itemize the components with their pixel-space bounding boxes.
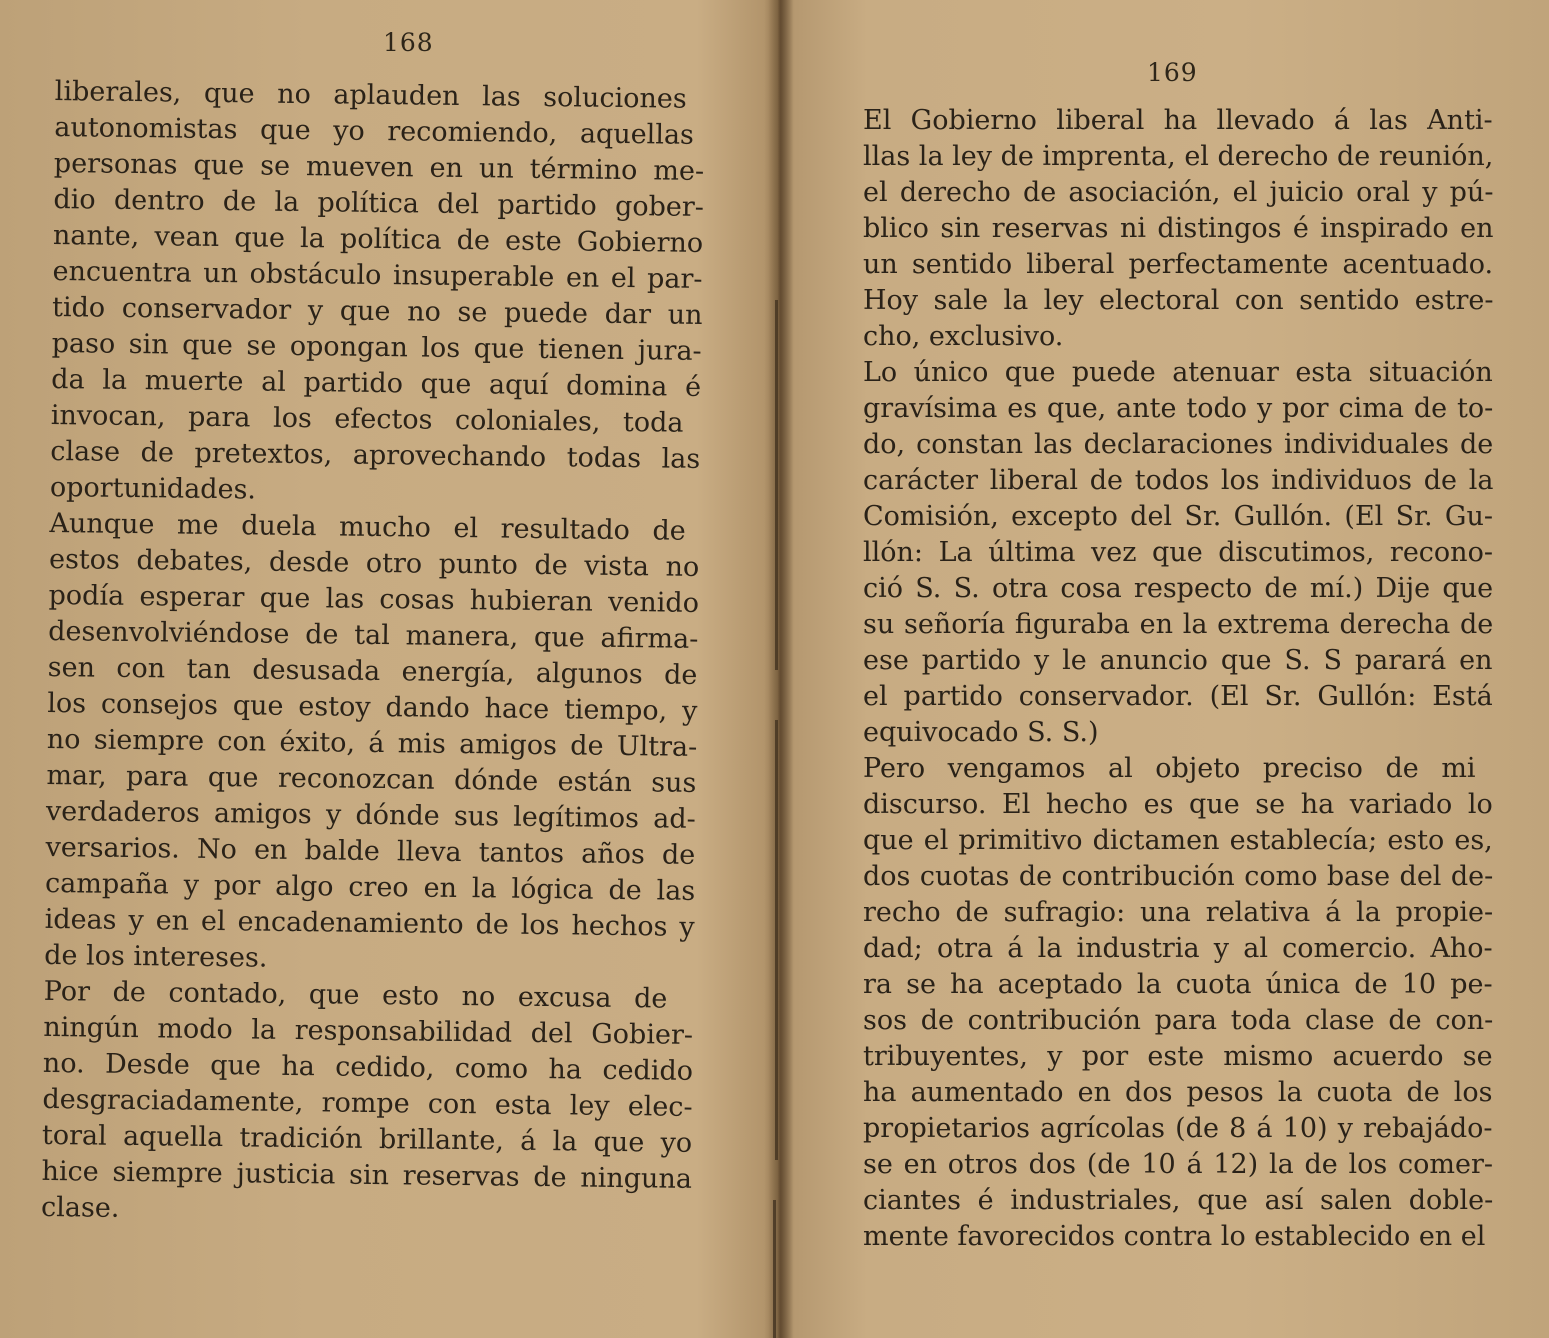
text-line: desenvolviéndose de tal manera, que afirma- [47, 615, 699, 655]
text-line: do, constan las declaraciones individuales de [863, 429, 1494, 460]
text-line: versarios. No en balde lleva tantos años de [45, 831, 696, 871]
text-line: Por de contado, que esto no excusa de [43, 975, 668, 1015]
text-line: clase. [40, 1191, 120, 1224]
text-line: sen con tan desusada energía, algunos de [47, 651, 698, 691]
text-line: encuentra un obstáculo insuperable en el par- [52, 255, 703, 295]
text-line: invocan, para los efectos coloniales, toda [50, 399, 684, 439]
text-line: dos cuotas de contribución como base del de- [863, 861, 1494, 892]
text-line: discurso. El hecho es que se ha variado lo [863, 789, 1493, 820]
text-line: Pero vengamos al objeto preciso de mi [863, 753, 1476, 784]
text-line: sos de contribución para toda clase de con- [863, 1005, 1494, 1036]
margin-rule [775, 300, 778, 670]
text-line: recho de sufragio: una relativa á la propie- [863, 897, 1494, 928]
text-line: no siempre con éxito, á mis amigos de Ultra- [46, 723, 698, 763]
text-line: nante, vean que la política de este Gobierno [52, 219, 704, 259]
text-line: ha aumentado en dos pesos la cuota de los [863, 1077, 1493, 1108]
body-text [41, 74, 705, 1234]
body-text [863, 103, 1493, 1255]
text-line: propietarios agrícolas (de 8 á 10) y rebajádo- [863, 1113, 1493, 1144]
text-line: dad; otra á la industria y al comercio. Aho- [863, 933, 1493, 964]
text-line: de los intereses. [44, 939, 268, 974]
text-line: un sentido liberal perfectamente acentuado. [863, 249, 1494, 280]
text-line: Aunque me duela mucho el resultado de [49, 507, 686, 547]
text-line: hice siempre justicia sin reservas de ninguna [41, 1155, 693, 1195]
text-line: ciantes é industriales, que así salen doble- [863, 1185, 1494, 1216]
text-line: El Gobierno liberal ha llevado á las Anti- [863, 105, 1493, 136]
text-line: dio dentro de la política del partido gober- [53, 183, 705, 223]
text-line: paso sin que se opongan los que tienen jura- [51, 327, 702, 367]
text-line: autonomistas que yo recomiendo, aquellas [54, 111, 695, 151]
text-line: ideas y en el encadenamiento de los hechos y [44, 903, 695, 943]
text-line: gravísima es que, ante todo y por cima de to- [863, 393, 1494, 424]
text-line: el partido conservador. (El Sr. Gullón: Está [863, 681, 1493, 712]
text-line: oportunidades. [49, 471, 257, 506]
text-line: mente favorecidos contra lo establecido en el [863, 1221, 1486, 1252]
margin-rule [773, 1200, 776, 1338]
text-line: ció S. S. otra cosa respecto de mí.) Dije que [863, 573, 1494, 604]
text-line: personas que se mueven en un término me- [53, 147, 705, 187]
text-line: llón: La última vez que discutimos, recono- [863, 537, 1493, 568]
text-line: podía esperar que las cosas hubieran venido [48, 579, 700, 619]
page-number: 168 [383, 28, 434, 57]
text-line: que el primitivo dictamen establecía; esto es, [863, 825, 1493, 856]
text-line: Comisión, excepto del Sr. Gullón. (El Sr. Gu- [863, 501, 1493, 532]
text-line: cho, exclusivo. [863, 321, 1064, 352]
text-line: tribuyentes, y por este mismo acuerdo se [863, 1041, 1493, 1072]
text-line: ese partido y le anuncio que S. S parará en [863, 645, 1493, 676]
text-line: su señoría figuraba en la extrema derecha de [863, 609, 1494, 640]
text-line: clase de pretextos, aprovechando todas las [50, 435, 701, 475]
text-line: Hoy sale la ley electoral con sentido estre- [863, 285, 1494, 316]
text-line: Lo único que puede atenuar esta situación [863, 357, 1493, 388]
page-number: 169 [1147, 58, 1198, 87]
text-line: desgraciadamente, rompe con esta ley elec- [42, 1083, 693, 1123]
text-line: campaña y por algo creo en la lógica de las [44, 867, 696, 907]
text-line: verdaderos amigos y dónde sus legítimos ad- [45, 795, 696, 835]
text-line: toral aquella tradición brillante, á la que yo [41, 1119, 693, 1159]
text-line: se en otros dos (de 10 á 12) la de los comer- [863, 1149, 1493, 1180]
text-line: no. Desde que ha cedido, como ha cedido [42, 1047, 694, 1087]
margin-rule [775, 720, 778, 1160]
text-line: ra se ha aceptado la cuota única de 10 pe- [863, 969, 1493, 1000]
text-line: llas la ley de imprenta, el derecho de reunión, [863, 141, 1494, 172]
right-page [785, 0, 1549, 1338]
text-line: carácter liberal de todos los individuos de la [863, 465, 1494, 496]
text-line: mar, para que reconozcan dónde están sus [46, 759, 697, 799]
text-line: estos debates, desde otro punto de vista no [48, 543, 700, 583]
text-line: tido conservador y que no se puede dar un [51, 291, 703, 331]
text-line: da la muerte al partido que aquí domina é [51, 363, 702, 403]
text-line: equivocado S. S.) [863, 717, 1099, 748]
text-line: blico sin reservas ni distingos é inspirado en [863, 213, 1494, 244]
text-line: liberales, que no aplauden las soluciones [54, 75, 687, 115]
text-line: ningún modo la responsabilidad del Gobier- [43, 1011, 694, 1051]
text-line: el derecho de asociación, el juicio oral y pú- [863, 177, 1494, 208]
text-line: los consejos que estoy dando hace tiempo, y [47, 687, 698, 727]
